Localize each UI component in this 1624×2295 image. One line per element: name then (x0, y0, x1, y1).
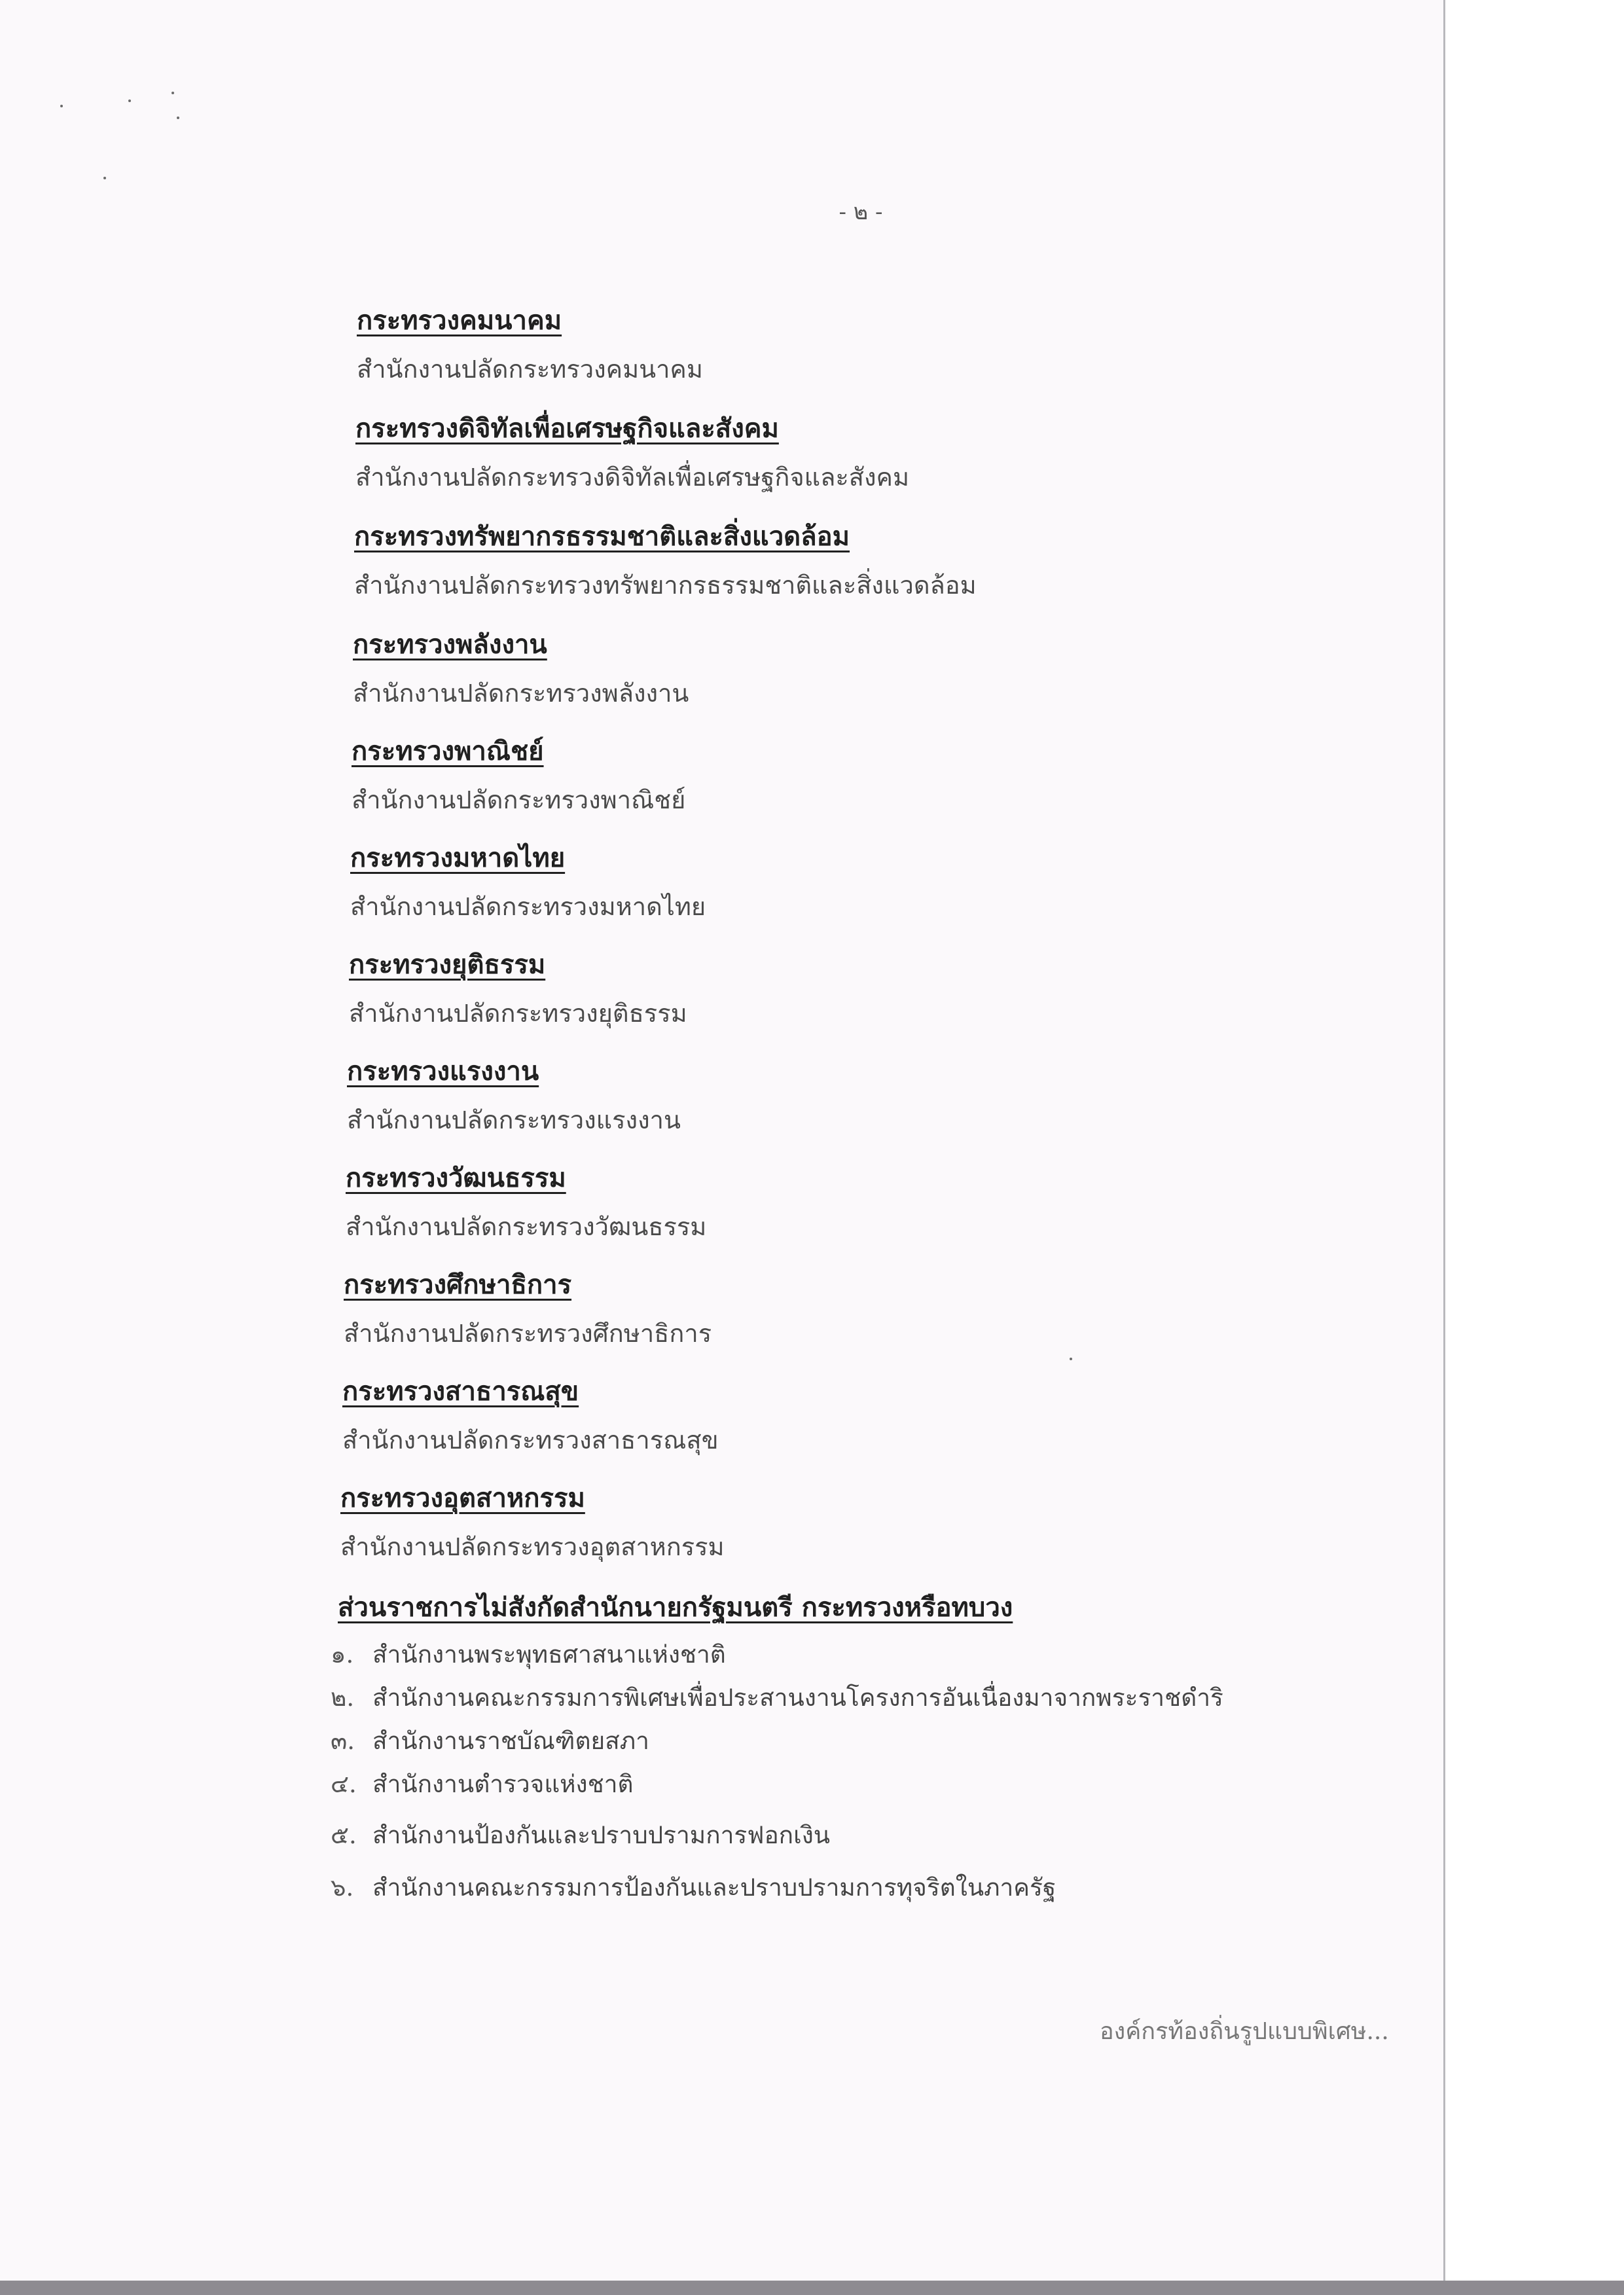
ministry-entry (342, 1373, 719, 1458)
ministry-entry (353, 626, 689, 712)
ministry-entry (350, 840, 706, 925)
scan-speck (103, 177, 106, 179)
ministry-heading: กระทรวงพลังงาน (353, 629, 547, 660)
ministry-entry (354, 518, 977, 604)
scan-speck (60, 105, 63, 107)
agency-name: สำนักงานคณะกรรมการป้องกันและปราบปรามการทุจริตในภาครัฐ (372, 1873, 1056, 1902)
ministry-entry (355, 410, 909, 496)
ministry-heading: กระทรวงอุตสาหกรรม (340, 1483, 585, 1513)
agency-list-item (331, 1680, 1223, 1716)
ministry-heading: กระทรวงวัฒนธรรม (346, 1163, 566, 1193)
ministry-office: สำนักงานปลัดกระทรวงพาณิชย์ (352, 786, 686, 814)
scan-speck (177, 117, 179, 119)
list-number: ๔. (331, 1770, 357, 1798)
ministry-heading: กระทรวงพาณิชย์ (352, 736, 544, 767)
list-number: ๓. (331, 1727, 355, 1755)
agency-list-item (331, 1817, 830, 1854)
list-number: ๑. (331, 1640, 354, 1669)
ministry-office: สำนักงานปลัดกระทรวงคมนาคม (357, 355, 703, 384)
agency-name: สำนักงานพระพุทธศาสนาแห่งชาติ (372, 1640, 726, 1669)
ministry-office: สำนักงานปลัดกระทรวงมหาดไทย (350, 892, 706, 921)
ministry-heading: กระทรวงยุติธรรม (349, 949, 546, 980)
ministry-heading: กระทรวงทรัพยากรธรรมชาติและสิ่งแวดล้อม (354, 521, 850, 552)
scan-speck (1070, 1358, 1072, 1360)
list-number: ๕. (331, 1821, 357, 1849)
list-number: ๒. (331, 1684, 355, 1712)
ministry-office: สำนักงานปลัดกระทรวงยุติธรรม (349, 999, 687, 1028)
independent-agencies-heading: ส่วนราชการไม่สังกัดสำนักนายกรัฐมนตรี กระทรวงหรือทบวง (338, 1592, 1013, 1623)
scan-page-edge (1443, 0, 1624, 2295)
ministry-office: สำนักงานปลัดกระทรวงแรงงาน (347, 1106, 681, 1134)
ministry-heading: กระทรวงคมนาคม (357, 305, 562, 336)
ministry-heading: กระทรวงศึกษาธิการ (344, 1269, 572, 1300)
ministry-heading: กระทรวงดิจิทัลเพื่อเศรษฐกิจและสังคม (355, 413, 779, 444)
ministry-entry (352, 733, 685, 818)
ministry-heading: กระทรวงมหาดไทย (350, 842, 566, 873)
ministry-office: สำนักงานปลัดกระทรวงสาธารณสุข (342, 1426, 719, 1455)
ministry-office: สำนักงานปลัดกระทรวงอุตสาหกรรม (340, 1532, 725, 1561)
continuation-catchword: องค์กรท้องถิ่นรูปแบบพิเศษ... (1100, 2018, 1389, 2045)
ministry-office: สำนักงานปลัดกระทรวงทรัพยากรธรรมชาติและสิ่งแวดล้อม (354, 571, 977, 600)
ministry-entry (349, 947, 687, 1032)
list-number: ๖. (331, 1873, 354, 1902)
agency-name: สำนักงานตำรวจแห่งชาติ (372, 1770, 634, 1798)
ministry-office: สำนักงานปลัดกระทรวงดิจิทัลเพื่อเศรษฐกิจและสังคม (355, 463, 910, 492)
agency-name: สำนักงานป้องกันและปราบปรามการฟอกเงิน (372, 1821, 831, 1849)
agency-name: สำนักงานคณะกรรมการพิเศษเพื่อประสานงานโครงการอันเนื่องมาจากพระราชดำริ (372, 1684, 1223, 1712)
ministry-heading: กระทรวงสาธารณสุข (342, 1376, 579, 1407)
ministry-entry (340, 1480, 725, 1565)
ministry-entry (357, 302, 703, 388)
ministry-office: สำนักงานปลัดกระทรวงวัฒนธรรม (346, 1212, 707, 1241)
agency-list-item (331, 1723, 649, 1760)
ministry-entry (347, 1053, 681, 1138)
ministry-entry (344, 1267, 712, 1352)
scan-speck (128, 99, 131, 102)
ministry-office: สำนักงานปลัดกระทรวงศึกษาธิการ (344, 1319, 712, 1348)
agency-list-item (331, 1870, 1056, 1906)
agency-list-item (331, 1766, 634, 1803)
scan-bottom-strip (0, 2281, 1624, 2295)
agency-list-item (331, 1636, 726, 1673)
ministry-office: สำนักงานปลัดกระทรวงพลังงาน (353, 679, 689, 708)
agency-name: สำนักงานราชบัณฑิตยสภา (372, 1727, 649, 1755)
page-number: - ๒ - (839, 199, 883, 225)
scan-speck (171, 92, 174, 94)
ministry-heading: กระทรวงแรงงาน (347, 1056, 539, 1087)
ministry-entry (346, 1160, 706, 1245)
